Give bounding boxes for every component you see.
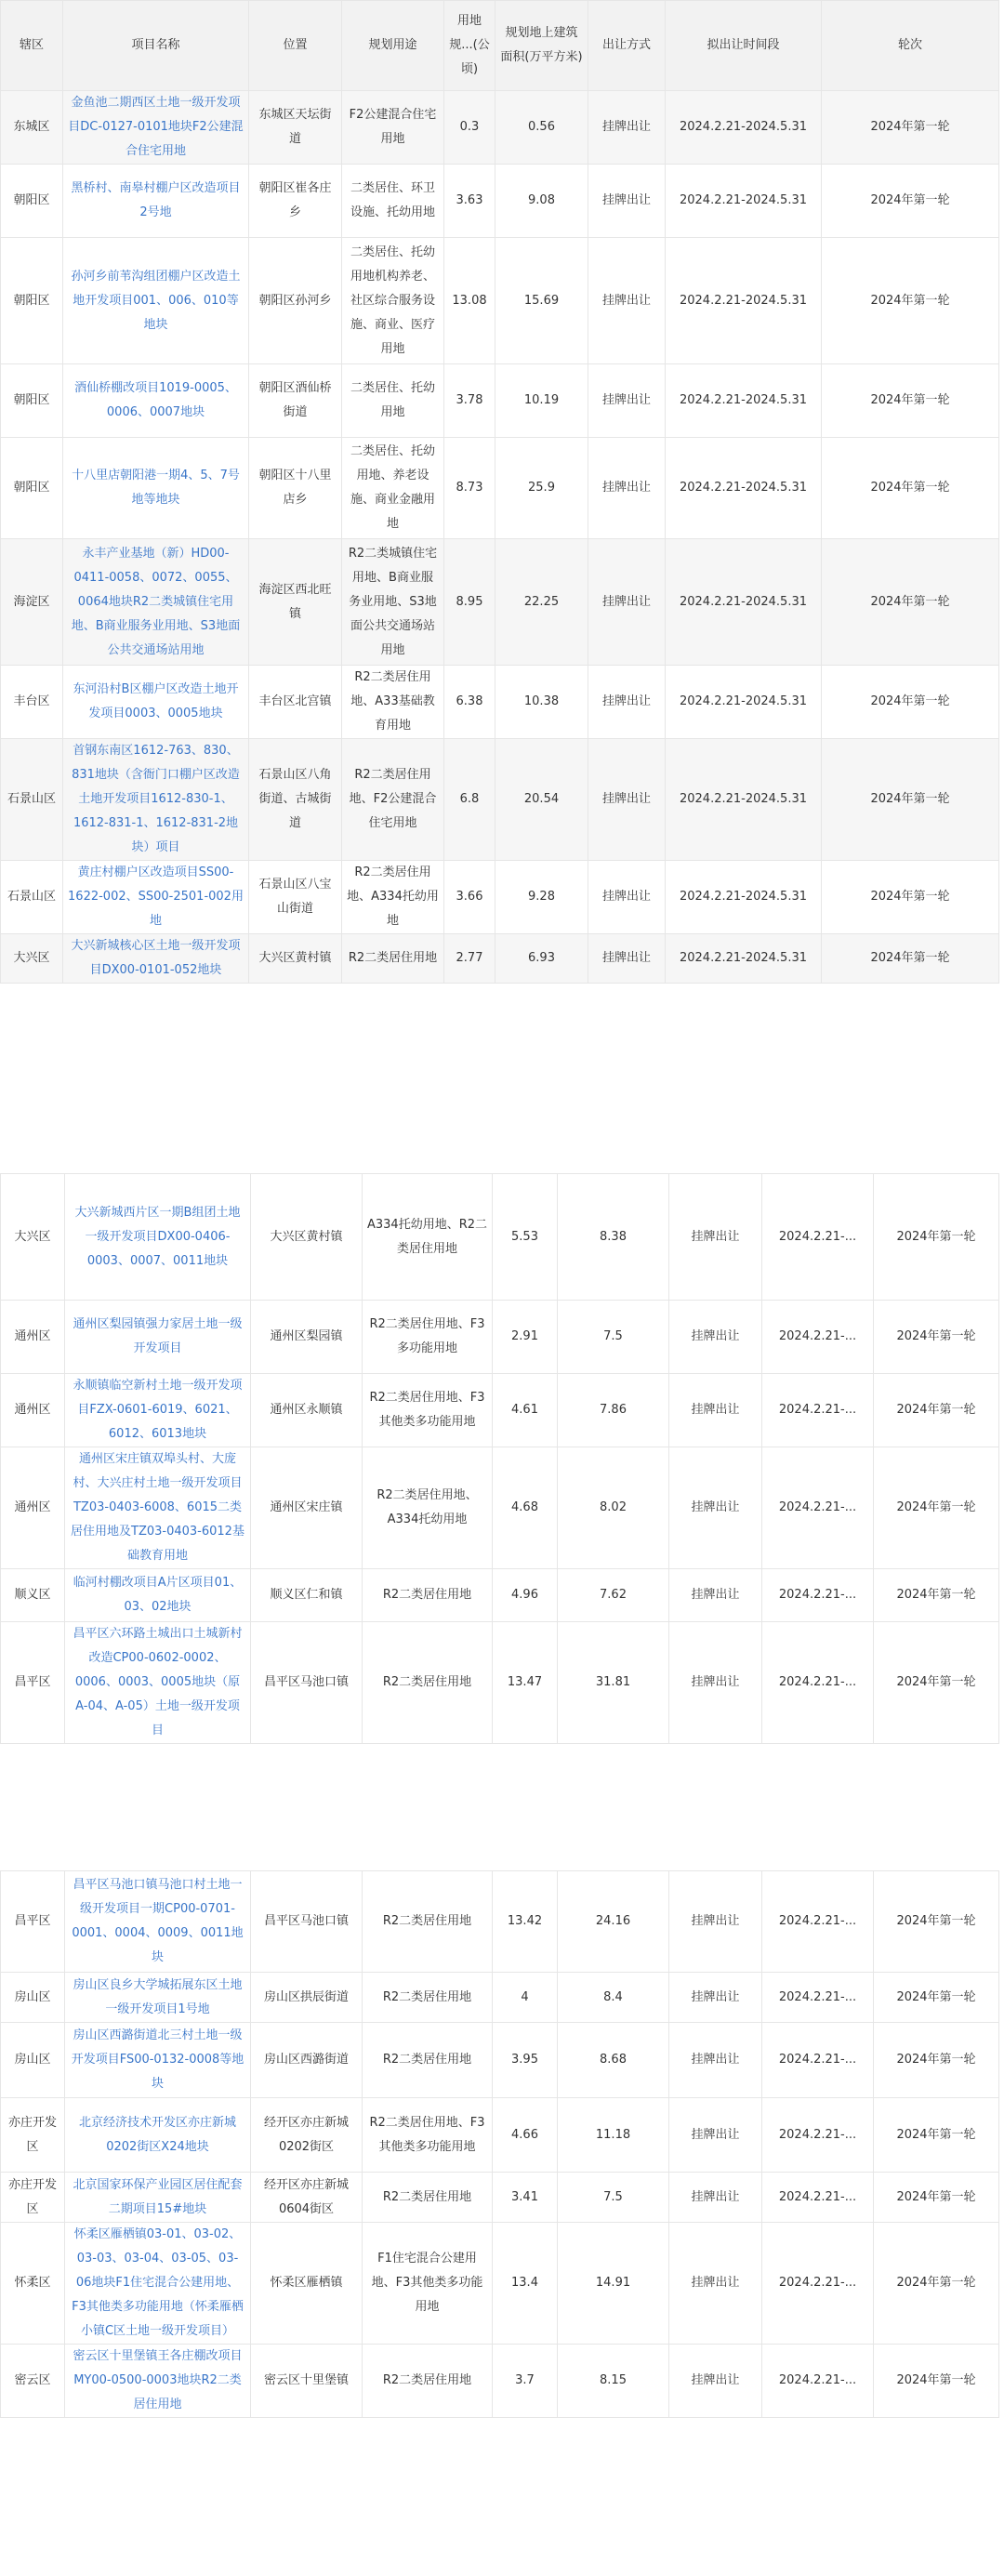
location-cell: 经开区亦庄新城0604街区	[251, 2173, 363, 2223]
location-cell: 东城区天坛街道	[249, 91, 342, 165]
land-area-cell: 13.47	[493, 1622, 558, 1744]
district-cell: 亦庄开发区	[1, 2173, 65, 2223]
transfer-method-cell: 挂牌出让	[588, 861, 666, 934]
location-cell: 朝阳区十八里店乡	[249, 438, 342, 539]
transfer-method-cell: 挂牌出让	[669, 2345, 762, 2418]
round-cell: 2024年第一轮	[874, 1622, 999, 1744]
time-period-cell: 2024.2.21-...	[762, 1622, 874, 1744]
round-cell: 2024年第一轮	[874, 1301, 999, 1374]
floor-area-cell: 8.68	[558, 2023, 669, 2098]
round-cell: 2024年第一轮	[874, 2223, 999, 2345]
time-period-cell: 2024.2.21-...	[762, 1374, 874, 1447]
time-period-cell: 2024.2.21-...	[762, 1447, 874, 1569]
table-row	[1, 1447, 999, 1569]
transfer-method-cell: 挂牌出让	[669, 2023, 762, 2098]
table-row	[1, 739, 999, 861]
location-cell: 海淀区西北旺镇	[249, 539, 342, 666]
time-period-cell: 2024.2.21-...	[762, 1871, 874, 1973]
header-cell: 规划地上建筑面积(万平方米)	[495, 1, 588, 91]
floor-area-cell: 7.86	[558, 1374, 669, 1447]
round-cell: 2024年第一轮	[822, 165, 999, 238]
table-row	[1, 1622, 999, 1744]
transfer-method-cell: 挂牌出让	[588, 91, 666, 165]
header-row	[1, 1, 999, 91]
planned-use-cell: R2二类居住用地、F3其他类多功能用地	[363, 2098, 493, 2173]
floor-area-cell: 8.4	[558, 1973, 669, 2023]
round-cell: 2024年第一轮	[822, 238, 999, 364]
district-cell: 通州区	[1, 1301, 65, 1374]
round-cell: 2024年第一轮	[874, 2345, 999, 2418]
district-cell: 朝阳区	[1, 238, 63, 364]
land-area-cell: 3.41	[493, 2173, 558, 2223]
table-row	[1, 1871, 999, 1973]
table-row	[1, 91, 999, 165]
planned-use-cell: R2二类居住用地、F3其他类多功能用地	[363, 1374, 493, 1447]
table-row	[1, 364, 999, 438]
planned-use-cell: R2二类居住用地	[363, 1871, 493, 1973]
land-table-part-3	[0, 1870, 999, 2418]
district-cell: 亦庄开发区	[1, 2098, 65, 2173]
time-period-cell: 2024.2.21-...	[762, 2173, 874, 2223]
project-name-link[interactable]: 通州区梨园镇强力家居土地一级开发项目	[65, 1301, 251, 1374]
floor-area-cell: 8.15	[558, 2345, 669, 2418]
floor-area-cell: 14.91	[558, 2223, 669, 2345]
time-period-cell: 2024.2.21-...	[762, 1569, 874, 1622]
floor-area-cell: 11.18	[558, 2098, 669, 2173]
header-cell: 规划用途	[342, 1, 444, 91]
project-name-link[interactable]: 十八里店朝阳港一期4、5、7号地等地块	[63, 438, 249, 539]
header-cell: 位置	[249, 1, 342, 91]
land-area-cell: 5.53	[493, 1174, 558, 1301]
land-table-part-1	[0, 0, 999, 984]
district-cell: 石景山区	[1, 861, 63, 934]
location-cell: 通州区宋庄镇	[251, 1447, 363, 1569]
table-row	[1, 2098, 999, 2173]
planned-use-cell: R2二类居住用地、F3多功能用地	[363, 1301, 493, 1374]
planned-use-cell: R2二类居住用地、A334托幼用地	[342, 861, 444, 934]
round-cell: 2024年第一轮	[822, 934, 999, 984]
round-cell: 2024年第一轮	[874, 1174, 999, 1301]
table-row	[1, 666, 999, 739]
round-cell: 2024年第一轮	[822, 666, 999, 739]
project-name-link[interactable]: 孙河乡前苇沟组团棚户区改造土地开发项目001、006、010等地块	[63, 238, 249, 364]
land-area-cell: 4.66	[493, 2098, 558, 2173]
planned-use-cell: 二类居住、托幼用地	[342, 364, 444, 438]
floor-area-cell: 24.16	[558, 1871, 669, 1973]
project-name-link[interactable]: 通州区宋庄镇双埠头村、大庞村、大兴庄村土地一级开发项目TZ03-0403-6008、6015二类居住用地及TZ03-0403-6012基础教育用地	[65, 1447, 251, 1569]
district-cell: 通州区	[1, 1374, 65, 1447]
header-cell: 出让方式	[588, 1, 666, 91]
location-cell: 昌平区马池口镇	[251, 1871, 363, 1973]
table-row	[1, 2173, 999, 2223]
land-area-cell: 13.4	[493, 2223, 558, 2345]
project-name-link[interactable]: 黄庄村棚户区改造项目SS00-1622-002、SS00-2501-002用地	[63, 861, 249, 934]
location-cell: 通州区梨园镇	[251, 1301, 363, 1374]
planned-use-cell: R2二类居住用地	[363, 1622, 493, 1744]
floor-area-cell: 10.19	[495, 364, 588, 438]
planned-use-cell: A334托幼用地、R2二类居住用地	[363, 1174, 493, 1301]
planned-use-cell: 二类居住、托幼用地、养老设施、商业金融用地	[342, 438, 444, 539]
project-name-link[interactable]: 密云区十里堡镇王各庄棚改项目MY00-0500-0003地块R2二类居住用地	[65, 2345, 251, 2418]
land-table-part-2	[0, 1173, 999, 1744]
table-row	[1, 165, 999, 238]
table-row	[1, 1973, 999, 2023]
time-period-cell: 2024.2.21-2024.5.31	[666, 238, 822, 364]
planned-use-cell: R2二类居住用地	[363, 1569, 493, 1622]
round-cell: 2024年第一轮	[822, 364, 999, 438]
location-cell: 房山区西潞街道	[251, 2023, 363, 2098]
transfer-method-cell: 挂牌出让	[669, 2098, 762, 2173]
land-area-cell: 6.8	[444, 739, 495, 861]
time-period-cell: 2024.2.21-...	[762, 2345, 874, 2418]
transfer-method-cell: 挂牌出让	[669, 1569, 762, 1622]
transfer-method-cell: 挂牌出让	[588, 238, 666, 364]
table-row	[1, 1374, 999, 1447]
header-cell: 用地规...(公顷)	[444, 1, 495, 91]
floor-area-cell: 9.28	[495, 861, 588, 934]
district-cell: 朝阳区	[1, 165, 63, 238]
time-period-cell: 2024.2.21-2024.5.31	[666, 739, 822, 861]
planned-use-cell: R2二类居住用地	[363, 2173, 493, 2223]
time-period-cell: 2024.2.21-2024.5.31	[666, 539, 822, 666]
table-row	[1, 1301, 999, 1374]
location-cell: 大兴区黄村镇	[251, 1174, 363, 1301]
land-area-cell: 4.96	[493, 1569, 558, 1622]
transfer-method-cell: 挂牌出让	[588, 364, 666, 438]
district-cell: 房山区	[1, 1973, 65, 2023]
project-name-link[interactable]: 北京国家环保产业园区居住配套二期项目15#地块	[65, 2173, 251, 2223]
project-name-link[interactable]: 昌平区马池口镇马池口村土地一级开发项目一期CP00-0701-0001、0004、0009、0011地块	[65, 1871, 251, 1973]
land-area-cell: 0.3	[444, 91, 495, 165]
transfer-method-cell: 挂牌出让	[669, 1622, 762, 1744]
round-cell: 2024年第一轮	[822, 91, 999, 165]
planned-use-cell: R2二类城镇住宅用地、B商业服务业用地、S3地面公共交通场站用地	[342, 539, 444, 666]
project-name-link[interactable]: 房山区西潞街道北三村土地一级开发项目FS00-0132-0008等地块	[65, 2023, 251, 2098]
district-cell: 怀柔区	[1, 2223, 65, 2345]
transfer-method-cell: 挂牌出让	[588, 739, 666, 861]
round-cell: 2024年第一轮	[874, 1447, 999, 1569]
planned-use-cell: R2二类居住用地	[342, 934, 444, 984]
project-name-link[interactable]: 怀柔区雁栖镇03-01、03-02、03-03、03-04、03-05、03-06地块F1住宅混合公建用地、F3其他类多功能用地（怀柔雁栖小镇C区土地一级开发项目）	[65, 2223, 251, 2345]
land-area-cell: 6.38	[444, 666, 495, 739]
round-cell: 2024年第一轮	[874, 1569, 999, 1622]
floor-area-cell: 7.62	[558, 1569, 669, 1622]
transfer-method-cell: 挂牌出让	[669, 1174, 762, 1301]
project-name-link[interactable]: 东河沿村B区棚户区改造土地开发项目0003、0005地块	[63, 666, 249, 739]
land-area-cell: 8.95	[444, 539, 495, 666]
floor-area-cell: 25.9	[495, 438, 588, 539]
location-cell: 昌平区马池口镇	[251, 1622, 363, 1744]
time-period-cell: 2024.2.21-2024.5.31	[666, 91, 822, 165]
project-name-link[interactable]: 昌平区六环路土城出口土城新村改造CP00-0602-0002、0006、0003、0005地块（原A-04、A-05）土地一级开发项目	[65, 1622, 251, 1744]
transfer-method-cell: 挂牌出让	[669, 1374, 762, 1447]
time-period-cell: 2024.2.21-2024.5.31	[666, 364, 822, 438]
table-row	[1, 2223, 999, 2345]
transfer-method-cell: 挂牌出让	[669, 1871, 762, 1973]
land-area-cell: 8.73	[444, 438, 495, 539]
time-period-cell: 2024.2.21-2024.5.31	[666, 666, 822, 739]
project-name-link[interactable]: 金鱼池二期西区土地一级开发项目DC-0127-0101地块F2公建混合住宅用地	[63, 91, 249, 165]
location-cell: 大兴区黄村镇	[249, 934, 342, 984]
land-area-cell: 13.42	[493, 1871, 558, 1973]
table-row	[1, 1174, 999, 1301]
project-name-link[interactable]: 大兴新城西片区一期B组团土地一级开发项目DX00-0406-0003、0007、0011地块	[65, 1174, 251, 1301]
district-cell: 顺义区	[1, 1569, 65, 1622]
location-cell: 石景山区八角街道、古城街道	[249, 739, 342, 861]
floor-area-cell: 0.56	[495, 91, 588, 165]
transfer-method-cell: 挂牌出让	[669, 1447, 762, 1569]
round-cell: 2024年第一轮	[874, 2023, 999, 2098]
header-cell: 辖区	[1, 1, 63, 91]
floor-area-cell: 9.08	[495, 165, 588, 238]
location-cell: 朝阳区崔各庄乡	[249, 165, 342, 238]
time-period-cell: 2024.2.21-...	[762, 2223, 874, 2345]
location-cell: 怀柔区雁栖镇	[251, 2223, 363, 2345]
table-row	[1, 238, 999, 364]
district-cell: 海淀区	[1, 539, 63, 666]
planned-use-cell: R2二类居住用地	[363, 2023, 493, 2098]
location-cell: 密云区十里堡镇	[251, 2345, 363, 2418]
planned-use-cell: R2二类居住用地	[363, 1973, 493, 2023]
district-cell: 石景山区	[1, 739, 63, 861]
project-name-link[interactable]: 临河村棚改项目A片区项目01、03、02地块	[65, 1569, 251, 1622]
table-row	[1, 438, 999, 539]
district-cell: 昌平区	[1, 1871, 65, 1973]
table-row	[1, 539, 999, 666]
project-name-link[interactable]: 永丰产业基地（新）HD00-0411-0058、0072、0055、0064地块R2二类城镇住宅用地、B商业服务业用地、S3地面公共交通场站用地	[63, 539, 249, 666]
location-cell: 经开区亦庄新城0202街区	[251, 2098, 363, 2173]
project-name-link[interactable]: 黑桥村、南皋村棚户区改造项目2号地	[63, 165, 249, 238]
project-name-link[interactable]: 北京经济技术开发区亦庄新城0202街区X24地块	[65, 2098, 251, 2173]
transfer-method-cell: 挂牌出让	[669, 1301, 762, 1374]
transfer-method-cell: 挂牌出让	[669, 2223, 762, 2345]
district-cell: 昌平区	[1, 1622, 65, 1744]
land-area-cell: 13.08	[444, 238, 495, 364]
location-cell: 石景山区八宝山街道	[249, 861, 342, 934]
round-cell: 2024年第一轮	[874, 2173, 999, 2223]
round-cell: 2024年第一轮	[822, 739, 999, 861]
table-row	[1, 2345, 999, 2418]
floor-area-cell: 31.81	[558, 1622, 669, 1744]
location-cell: 朝阳区孙河乡	[249, 238, 342, 364]
land-area-cell: 4.61	[493, 1374, 558, 1447]
floor-area-cell: 20.54	[495, 739, 588, 861]
planned-use-cell: R2二类居住用地、A33基础教育用地	[342, 666, 444, 739]
round-cell: 2024年第一轮	[874, 2098, 999, 2173]
header-cell: 轮次	[822, 1, 999, 91]
land-area-cell: 3.78	[444, 364, 495, 438]
land-area-cell: 3.7	[493, 2345, 558, 2418]
floor-area-cell: 6.93	[495, 934, 588, 984]
district-cell: 丰台区	[1, 666, 63, 739]
floor-area-cell: 22.25	[495, 539, 588, 666]
location-cell: 朝阳区酒仙桥街道	[249, 364, 342, 438]
planned-use-cell: 二类居住、环卫设施、托幼用地	[342, 165, 444, 238]
project-name-link[interactable]: 永顺镇临空新村土地一级开发项目FZX-0601-6019、6021、6012、6013地块	[65, 1374, 251, 1447]
time-period-cell: 2024.2.21-2024.5.31	[666, 165, 822, 238]
header-cell: 拟出让时间段	[666, 1, 822, 91]
round-cell: 2024年第一轮	[822, 861, 999, 934]
time-period-cell: 2024.2.21-...	[762, 1301, 874, 1374]
planned-use-cell: 二类居住、托幼用地机构养老、社区综合服务设施、商业、医疗用地	[342, 238, 444, 364]
project-name-link[interactable]: 房山区良乡大学城拓展东区土地一级开发项目1号地	[65, 1973, 251, 2023]
planned-use-cell: F2公建混合住宅用地	[342, 91, 444, 165]
location-cell: 房山区拱辰街道	[251, 1973, 363, 2023]
district-cell: 通州区	[1, 1447, 65, 1569]
transfer-method-cell: 挂牌出让	[588, 438, 666, 539]
round-cell: 2024年第一轮	[874, 1374, 999, 1447]
time-period-cell: 2024.2.21-2024.5.31	[666, 861, 822, 934]
land-area-cell: 2.77	[444, 934, 495, 984]
round-cell: 2024年第一轮	[822, 539, 999, 666]
time-period-cell: 2024.2.21-2024.5.31	[666, 934, 822, 984]
project-name-link[interactable]: 酒仙桥棚改项目1019-0005、0006、0007地块	[63, 364, 249, 438]
transfer-method-cell: 挂牌出让	[588, 165, 666, 238]
land-area-cell: 4.68	[493, 1447, 558, 1569]
location-cell: 通州区永顺镇	[251, 1374, 363, 1447]
transfer-method-cell: 挂牌出让	[588, 934, 666, 984]
land-area-cell: 2.91	[493, 1301, 558, 1374]
time-period-cell: 2024.2.21-...	[762, 1174, 874, 1301]
floor-area-cell: 15.69	[495, 238, 588, 364]
transfer-method-cell: 挂牌出让	[669, 2173, 762, 2223]
transfer-method-cell: 挂牌出让	[588, 539, 666, 666]
floor-area-cell: 7.5	[558, 1301, 669, 1374]
land-area-cell: 3.95	[493, 2023, 558, 2098]
time-period-cell: 2024.2.21-...	[762, 2098, 874, 2173]
transfer-method-cell: 挂牌出让	[669, 1973, 762, 2023]
planned-use-cell: R2二类居住用地	[363, 2345, 493, 2418]
floor-area-cell: 10.38	[495, 666, 588, 739]
table-body	[1, 1174, 999, 1744]
district-cell: 密云区	[1, 2345, 65, 2418]
district-cell: 东城区	[1, 91, 63, 165]
land-area-cell: 3.66	[444, 861, 495, 934]
district-cell: 大兴区	[1, 1174, 65, 1301]
table-row	[1, 861, 999, 934]
district-cell: 朝阳区	[1, 364, 63, 438]
round-cell: 2024年第一轮	[874, 1871, 999, 1973]
time-period-cell: 2024.2.21-...	[762, 1973, 874, 2023]
table-body	[1, 1871, 999, 2418]
land-area-cell: 4	[493, 1973, 558, 2023]
table-row	[1, 2023, 999, 2098]
round-cell: 2024年第一轮	[822, 438, 999, 539]
table-row	[1, 1569, 999, 1622]
district-cell: 大兴区	[1, 934, 63, 984]
project-name-link[interactable]: 首钢东南区1612-763、830、831地块（含衙门口棚户区改造土地开发项目1612-830-1、1612-831-1、1612-831-2地块）项目	[63, 739, 249, 861]
transfer-method-cell: 挂牌出让	[588, 666, 666, 739]
land-area-cell: 3.63	[444, 165, 495, 238]
floor-area-cell: 7.5	[558, 2173, 669, 2223]
planned-use-cell: F1住宅混合公建用地、F3其他类多功能用地	[363, 2223, 493, 2345]
location-cell: 顺义区仁和镇	[251, 1569, 363, 1622]
time-period-cell: 2024.2.21-2024.5.31	[666, 438, 822, 539]
planned-use-cell: R2二类居住用地、F2公建混合住宅用地	[342, 739, 444, 861]
location-cell: 丰台区北宫镇	[249, 666, 342, 739]
floor-area-cell: 8.38	[558, 1174, 669, 1301]
round-cell: 2024年第一轮	[874, 1973, 999, 2023]
district-cell: 朝阳区	[1, 438, 63, 539]
district-cell: 房山区	[1, 2023, 65, 2098]
table-row	[1, 934, 999, 984]
planned-use-cell: R2二类居住用地、A334托幼用地	[363, 1447, 493, 1569]
header-cell: 项目名称	[63, 1, 249, 91]
table-body	[1, 91, 999, 984]
time-period-cell: 2024.2.21-...	[762, 2023, 874, 2098]
project-name-link[interactable]: 大兴新城核心区土地一级开发项目DX00-0101-052地块	[63, 934, 249, 984]
floor-area-cell: 8.02	[558, 1447, 669, 1569]
